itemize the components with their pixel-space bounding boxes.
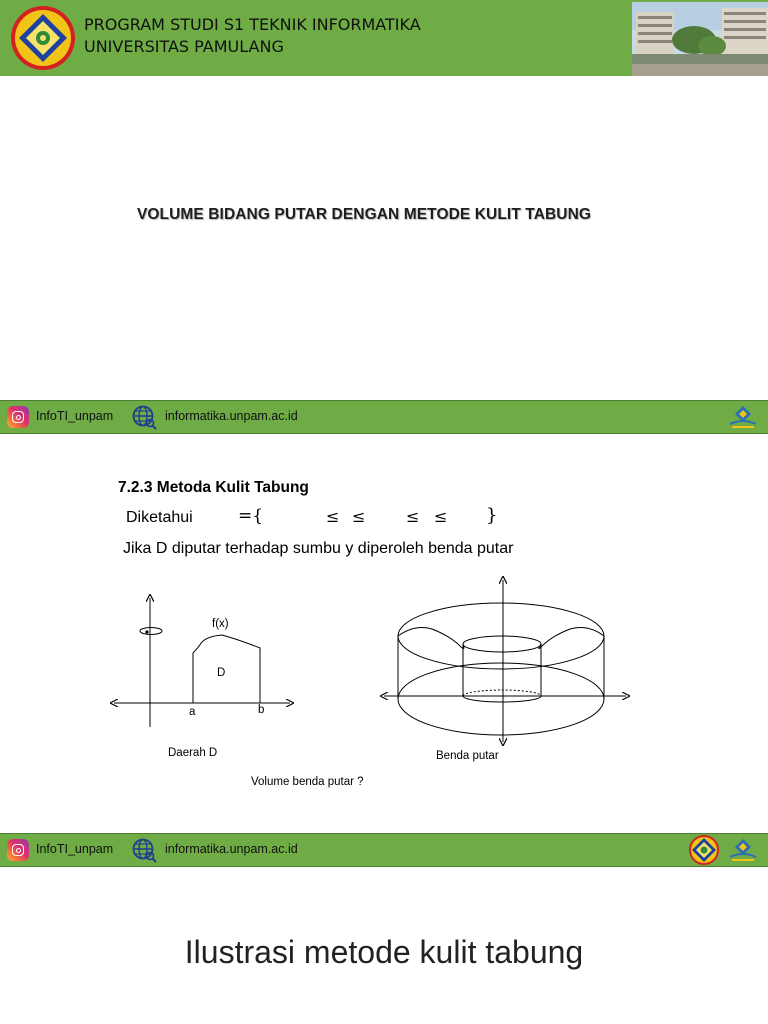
ministry-logo-icon [726, 837, 760, 863]
solid-caption: Benda putar [436, 750, 499, 762]
leq-1: ≤ [326, 507, 340, 526]
set-open: ={ [238, 506, 264, 526]
a-label: a [189, 706, 196, 718]
slide-title: VOLUME BIDANG PUTAR DENGAN METODE KULIT TABUNG [136, 206, 592, 223]
unpam-logo-icon [10, 5, 76, 71]
leq-4: ≤ [434, 507, 448, 526]
volume-question: Volume benda putar ? [251, 776, 364, 788]
region-d-figure [110, 592, 295, 732]
footer-bar-1 [0, 400, 768, 434]
instagram-handle[interactable]: InfoTI_unpam [36, 409, 114, 423]
section-heading: 7.2.3 Metoda Kulit Tabung [118, 479, 309, 496]
instagram-icon [7, 406, 29, 428]
instagram-handle[interactable]: InfoTI_unpam [36, 842, 114, 856]
university-name: UNIVERSITAS PAMULANG [84, 37, 284, 56]
bottom-title: Ilustrasi metode kulit tabung [184, 934, 584, 970]
diketahui-label: Diketahui [126, 509, 193, 526]
ministry-logo-icon [726, 404, 760, 430]
region-label: D [217, 667, 226, 679]
website-link[interactable]: informatika.unpam.ac.id [165, 409, 298, 423]
campus-photo [632, 2, 768, 76]
set-close: } [486, 505, 498, 526]
fx-label: f(x) [212, 618, 229, 630]
leq-2: ≤ [352, 507, 366, 526]
footer-bar-2 [0, 833, 768, 867]
solid-of-revolution-figure [370, 574, 640, 746]
globe-icon [131, 837, 157, 863]
region-caption: Daerah D [168, 747, 218, 759]
program-name: PROGRAM STUDI S1 TEKNIK INFORMATIKA [84, 15, 421, 34]
globe-icon [131, 404, 157, 430]
leq-3: ≤ [406, 507, 420, 526]
b-label: b [258, 704, 265, 716]
rotation-statement: Jika D diputar terhadap sumbu y diperoleh benda putar [123, 540, 514, 557]
website-link[interactable]: informatika.unpam.ac.id [165, 842, 298, 856]
unpam-logo-icon [688, 834, 720, 866]
instagram-icon [7, 839, 29, 861]
header-text [84, 14, 421, 58]
